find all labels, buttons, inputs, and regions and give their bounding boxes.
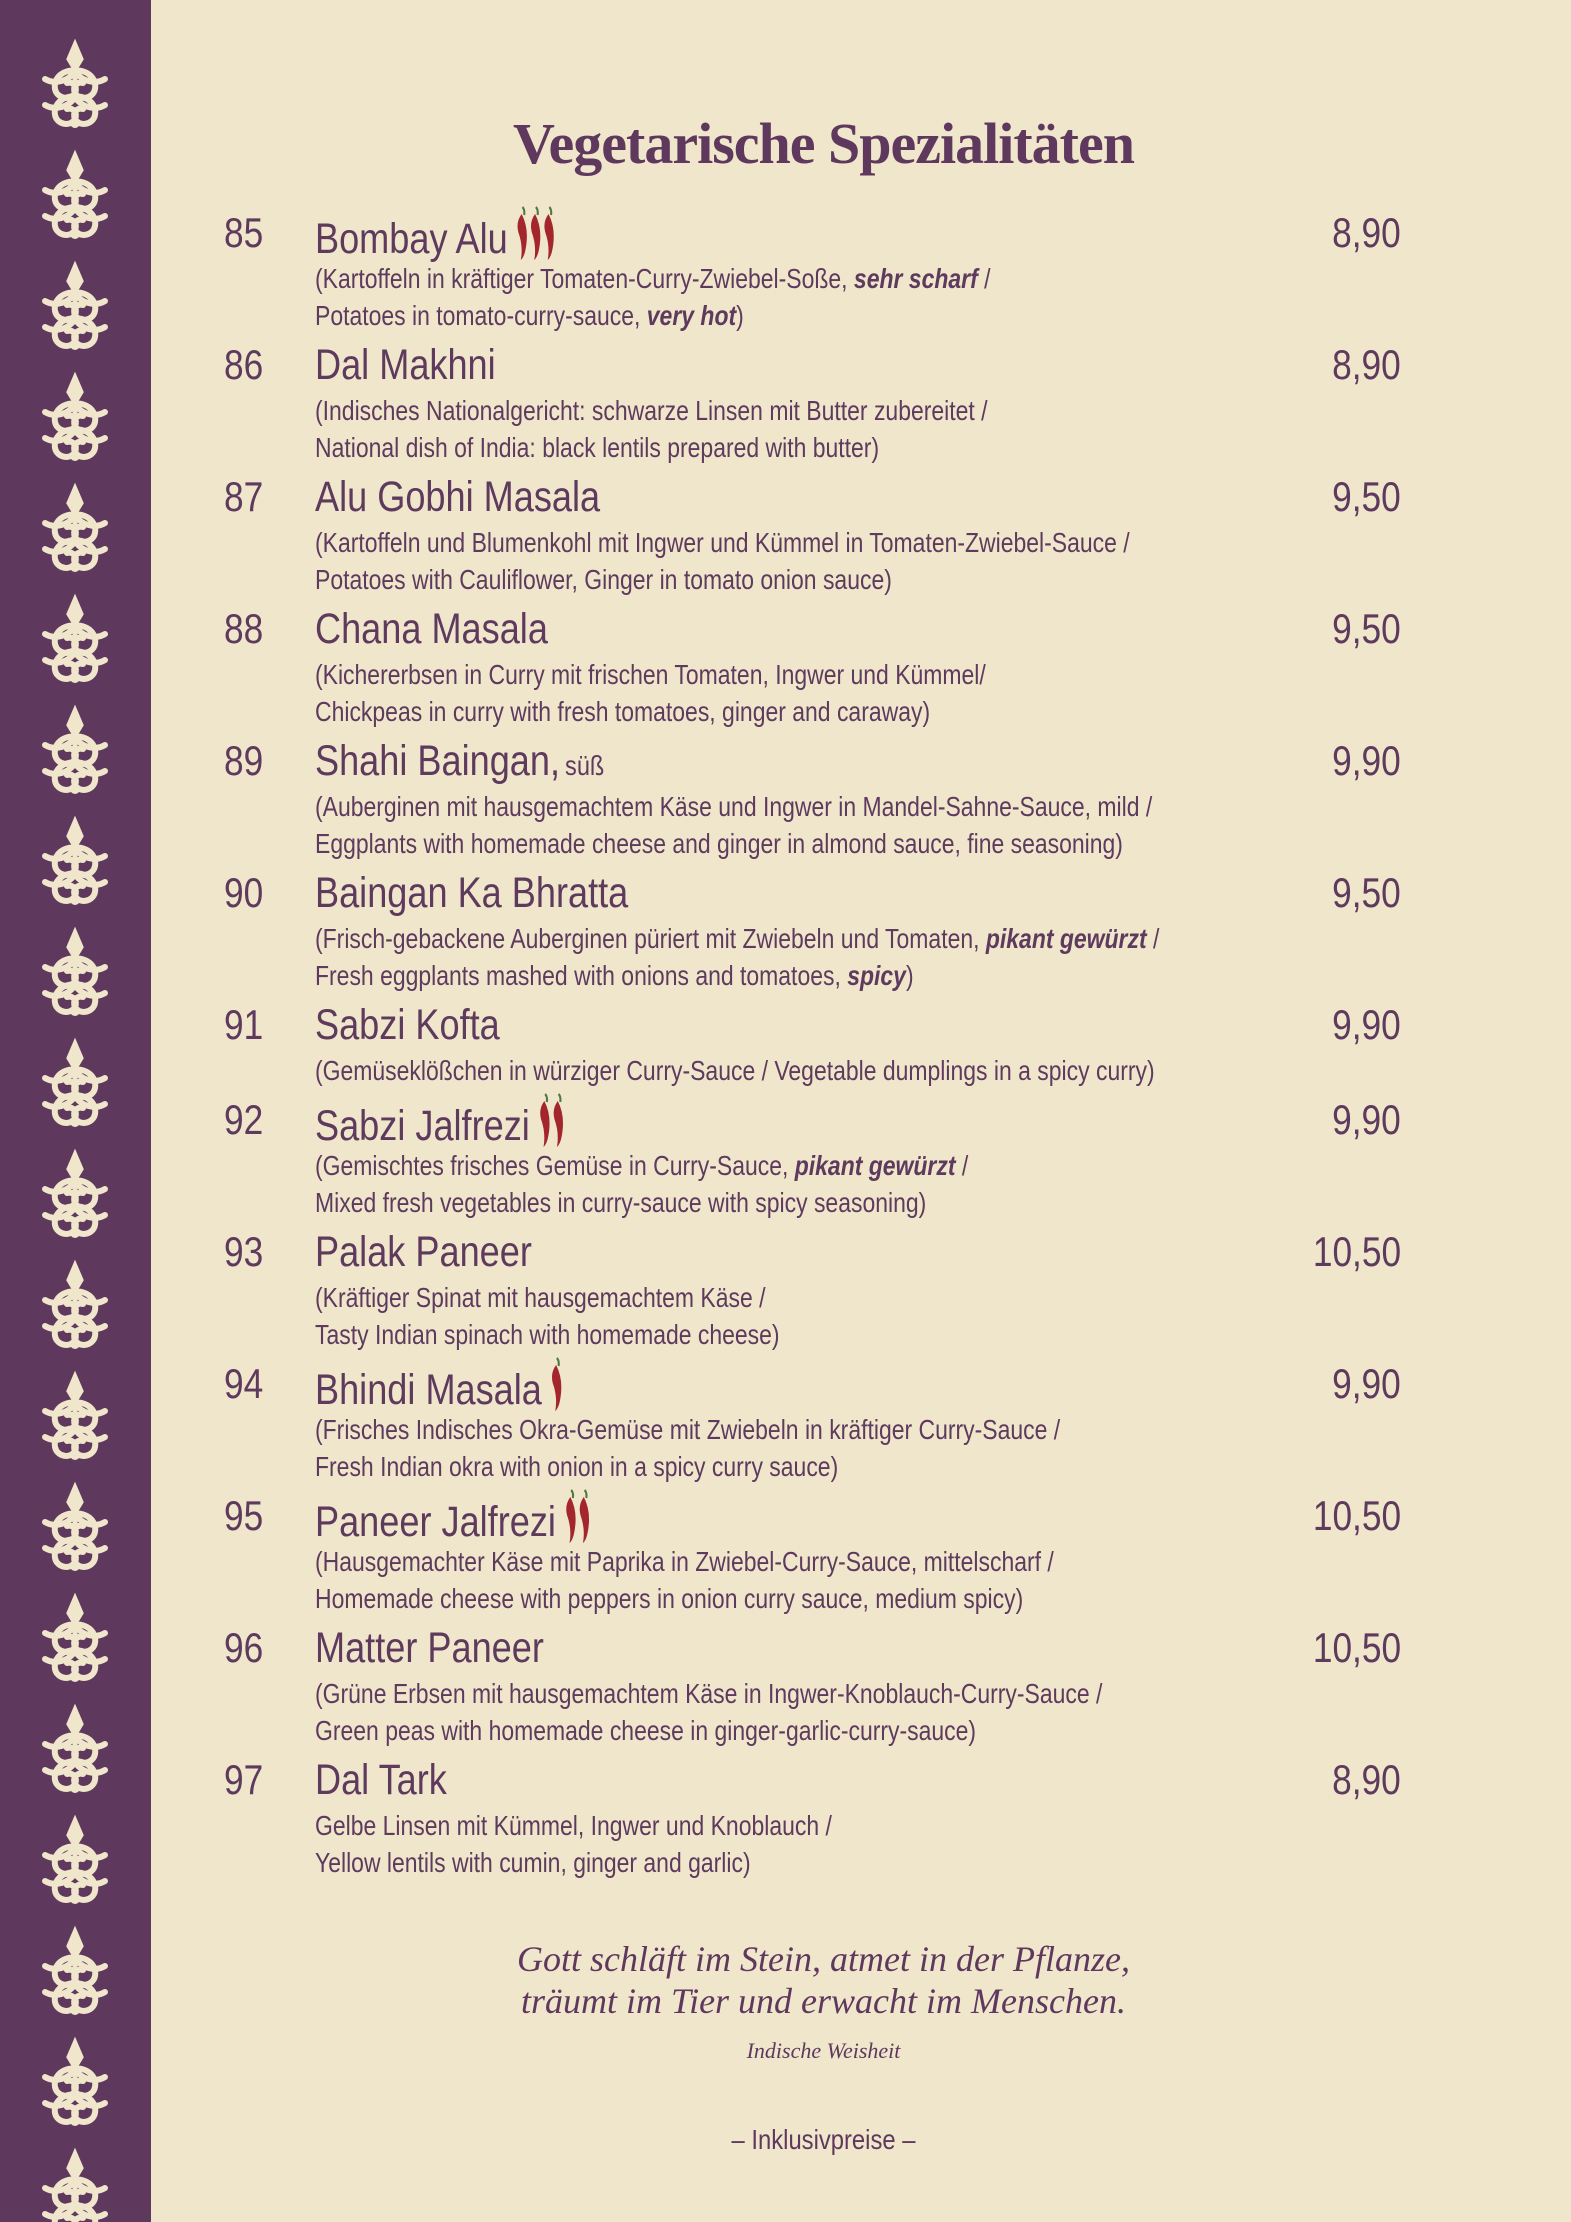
item-name <box>315 1224 532 1280</box>
item-price: 10,50 <box>1312 1492 1401 1539</box>
item-price: 8,90 <box>1332 341 1401 388</box>
quote-source: Indische Weisheit <box>746 2038 901 2063</box>
description-line <box>315 1184 968 1221</box>
item-name <box>315 1752 447 1808</box>
description-text: Chickpeas in curry with fresh tomatoes, ginger and caraway) <box>315 696 931 727</box>
description-text: / <box>977 263 991 294</box>
description-text: (Hausgemachter Käse mit Paprika in Zwiebel-Curry-Sauce, mittelscharf / <box>315 1546 1054 1577</box>
item-name <box>315 205 565 267</box>
item-description <box>315 1675 1102 1749</box>
description-text: (Kartoffeln und Blumenkohl mit Ingwer und Kümmel in Tomaten-Zwiebel-Sauce / <box>315 527 1130 558</box>
description-text: Potatoes with Cauliflower, Ginger in tomato onion sauce) <box>315 564 892 595</box>
item-description <box>315 1052 1155 1089</box>
item-number: 91 <box>224 1001 264 1048</box>
spice-level-note: spicy <box>847 960 906 991</box>
description-text: (Auberginen mit hausgemachtem Käse und Ingwer in Mandel-Sahne-Sauce, mild / <box>315 791 1153 822</box>
description-line <box>315 957 1159 994</box>
item-number: 90 <box>224 869 264 916</box>
item-description <box>315 1807 832 1881</box>
description-text: Green peas with homemade cheese in ginger-garlic-curry-sauce) <box>315 1715 977 1746</box>
item-name-text: Bhindi Masala <box>315 1366 542 1414</box>
item-number: 93 <box>224 1228 264 1275</box>
description-text: Fresh eggplants mashed with onions and tomatoes, <box>315 960 848 991</box>
item-price: 10,50 <box>1312 1624 1401 1671</box>
item-price: 9,90 <box>1332 1001 1401 1048</box>
item-description <box>315 260 990 334</box>
description-text: (Gemüseklößchen in würziger Curry-Sauce / Vegetable dumplings in a spicy curry) <box>315 1055 1155 1086</box>
description-text: National dish of India: black lentils prepared with butter) <box>315 432 880 463</box>
description-text: Mixed fresh vegetables in curry-sauce with spicy seasoning) <box>315 1187 927 1218</box>
chili-icon <box>514 205 564 261</box>
item-number: 87 <box>224 473 264 520</box>
description-line <box>315 297 990 334</box>
description-text: Eggplants with homemade cheese and ginger in almond sauce, fine seasoning) <box>315 828 1123 859</box>
quote <box>151 1938 1496 2022</box>
item-name-text: Bombay Alu <box>315 215 508 263</box>
menu-item <box>151 733 1571 865</box>
description-text: (Indisches Nationalgericht: schwarze Linsen mit Butter zubereitet / <box>315 395 988 426</box>
item-number: 97 <box>224 1756 264 1803</box>
item-price: 9,90 <box>1332 1360 1401 1407</box>
ornament-border <box>0 0 151 2222</box>
description-line <box>315 1712 1102 1749</box>
description-text: (Kichererbsen in Curry mit frischen Tomaten, Ingwer und Kümmel/ <box>315 659 986 690</box>
description-text: Tasty Indian spinach with homemade cheese) <box>315 1319 780 1350</box>
description-line <box>315 392 988 429</box>
item-name <box>315 997 500 1053</box>
description-line <box>315 561 1130 598</box>
item-number: 85 <box>224 209 264 256</box>
description-text: / <box>955 1150 969 1181</box>
spice-level-note: pikant gewürzt <box>985 923 1147 954</box>
quote-line-2: träumt im Tier und erwacht im Menschen. <box>521 1981 1126 2021</box>
item-number: 92 <box>224 1096 264 1143</box>
description-text: (Kartoffeln in kräftiger Tomaten-Curry-Zwiebel-Soße, <box>315 263 854 294</box>
item-name <box>315 733 604 794</box>
menu-item <box>151 205 1571 337</box>
description-text: Yellow lentils with cumin, ginger and garlic) <box>315 1847 751 1878</box>
item-name <box>315 1092 573 1154</box>
item-description <box>315 524 1130 598</box>
description-text: Homemade cheese with peppers in onion curry sauce, medium spicy) <box>315 1583 1024 1614</box>
description-line <box>315 920 1159 957</box>
description-text: (Frisch-gebackene Auberginen püriert mit Zwiebeln und Tomaten, <box>315 923 986 954</box>
item-name-text: Dal Makhni <box>315 341 496 389</box>
quote-line-1: Gott schläft im Stein, atmet in der Pflanze, <box>517 1939 1130 1979</box>
description-line <box>315 524 1130 561</box>
description-line <box>315 1147 968 1184</box>
item-name <box>315 1620 544 1676</box>
description-text: Gelbe Linsen mit Kümmel, Ingwer und Knoblauch / <box>315 1810 832 1841</box>
chili-icon <box>563 1488 600 1544</box>
item-description <box>315 1147 968 1221</box>
ornament-pattern-icon <box>0 0 151 2222</box>
menu-item <box>151 1752 1571 1884</box>
item-description <box>315 656 986 730</box>
item-price: 8,90 <box>1332 209 1401 256</box>
chili-icon <box>537 1092 574 1148</box>
item-description <box>315 1411 1060 1485</box>
item-number: 94 <box>224 1360 264 1407</box>
item-name <box>315 1488 600 1550</box>
description-text: (Frisches Indisches Okra-Gemüse mit Zwiebeln in kräftiger Curry-Sauce / <box>315 1414 1061 1445</box>
item-number: 96 <box>224 1624 264 1671</box>
item-name-text: Sabzi Jalfrezi <box>315 1102 530 1150</box>
item-name-text: Chana Masala <box>315 605 548 653</box>
description-line <box>315 429 988 466</box>
item-price: 9,50 <box>1332 473 1401 520</box>
description-line <box>315 1844 832 1881</box>
spice-level-note: pikant gewürzt <box>794 1150 956 1181</box>
description-line <box>315 1675 1102 1712</box>
item-name-text: Shahi Baingan, <box>315 737 561 785</box>
description-text: Fresh Indian okra with onion in a spicy curry sauce) <box>315 1451 839 1482</box>
item-name-text: Matter Paneer <box>315 1624 544 1672</box>
description-text: (Gemischtes frisches Gemüse in Curry-Sauce, <box>315 1150 795 1181</box>
description-text: ) <box>736 300 744 331</box>
item-price: 10,50 <box>1312 1228 1401 1275</box>
description-line <box>315 1316 780 1353</box>
item-name-text: Alu Gobhi Masala <box>315 473 601 521</box>
menu-item <box>151 1356 1571 1488</box>
item-name <box>315 469 600 525</box>
menu-item <box>151 997 1571 1092</box>
item-price: 9,90 <box>1332 1096 1401 1143</box>
item-price: 9,50 <box>1332 869 1401 916</box>
item-name-text: Sabzi Kofta <box>315 1001 500 1049</box>
description-line <box>315 1052 1155 1089</box>
item-number: 95 <box>224 1492 264 1539</box>
description-text: ) <box>905 960 914 991</box>
description-line <box>315 1448 1060 1485</box>
menu-item <box>151 1092 1571 1224</box>
description-line <box>315 260 990 297</box>
description-line <box>315 788 1152 825</box>
item-name <box>315 1356 572 1418</box>
menu-item <box>151 337 1571 469</box>
description-line <box>315 1580 1054 1617</box>
description-line <box>315 1543 1054 1580</box>
item-name-text: Paneer Jalfrezi <box>315 1498 556 1546</box>
footer-note: – Inklusivpreise – <box>731 2124 916 2155</box>
item-description <box>315 392 988 466</box>
item-price: 9,50 <box>1332 605 1401 652</box>
description-line <box>315 656 986 693</box>
menu-item <box>151 1488 1571 1620</box>
spice-level-note: very hot <box>646 300 737 331</box>
item-description <box>315 920 1159 994</box>
item-name-text: Baingan Ka Bhratta <box>315 869 629 917</box>
item-price: 9,90 <box>1332 737 1401 784</box>
item-number: 86 <box>224 341 264 388</box>
menu-item <box>151 1620 1571 1752</box>
menu-item <box>151 601 1571 733</box>
description-line <box>315 1279 780 1316</box>
item-taste-note: süß <box>565 750 605 781</box>
item-price: 8,90 <box>1332 1756 1401 1803</box>
description-line <box>315 693 986 730</box>
menu-list <box>151 205 1571 1884</box>
spice-level-note: sehr scharf <box>853 263 978 294</box>
menu-item <box>151 1224 1571 1356</box>
chili-icon <box>549 1356 573 1412</box>
item-name-text: Dal Tark <box>315 1756 447 1804</box>
item-name <box>315 337 496 393</box>
description-text: Potatoes in tomato-curry-sauce, <box>315 300 647 331</box>
item-name <box>315 601 548 657</box>
description-line <box>315 1807 832 1844</box>
description-text: (Kräftiger Spinat mit hausgemachtem Käse / <box>315 1282 766 1313</box>
item-name <box>315 865 628 921</box>
item-description <box>315 1543 1054 1617</box>
item-name-text: Palak Paneer <box>315 1228 532 1276</box>
menu-item <box>151 865 1571 997</box>
description-text: (Grüne Erbsen mit hausgemachtem Käse in Ingwer-Knoblauch-Curry-Sauce / <box>315 1678 1103 1709</box>
description-line <box>315 825 1152 862</box>
page-title: Vegetarische Spezialitäten <box>512 111 1134 176</box>
menu-item <box>151 469 1571 601</box>
menu-page <box>151 0 1571 2222</box>
item-description <box>315 1279 780 1353</box>
item-description <box>315 788 1152 862</box>
description-text: / <box>1146 923 1160 954</box>
item-number: 88 <box>224 605 264 652</box>
description-line <box>315 1411 1060 1448</box>
item-number: 89 <box>224 737 264 784</box>
